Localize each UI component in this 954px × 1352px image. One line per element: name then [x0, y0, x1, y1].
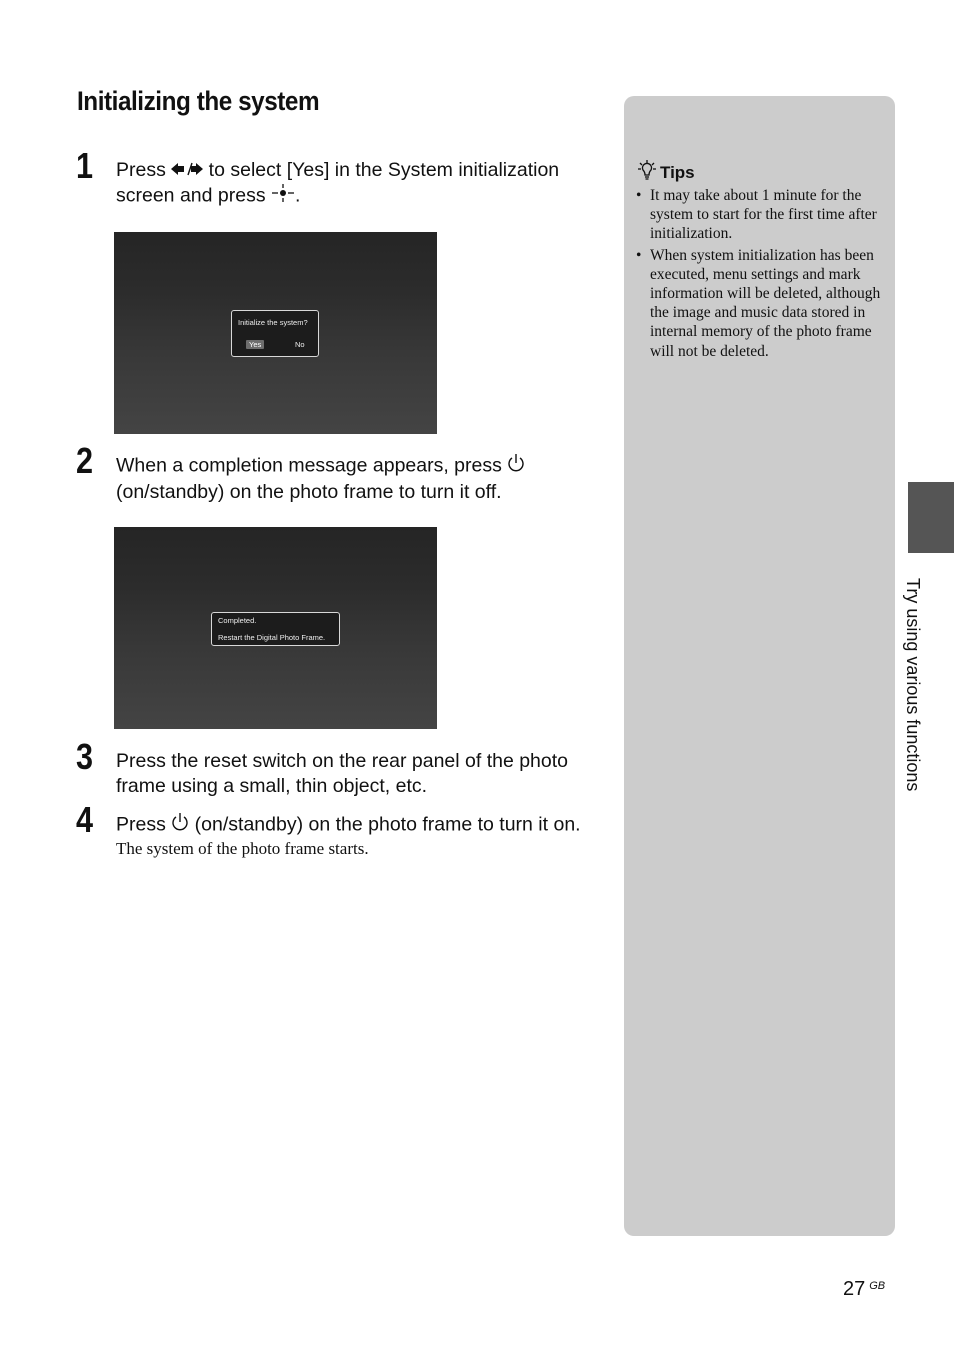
step-number-1: 1: [76, 145, 94, 186]
step-1-text-a: Press: [116, 159, 172, 181]
section-label: Try using various functions: [903, 578, 923, 792]
restart-text: Restart the Digital Photo Frame.: [218, 633, 326, 642]
step-4-result: The system of the photo frame starts.: [116, 839, 369, 858]
init-dialog: [231, 310, 319, 357]
power-icon: [171, 812, 189, 839]
no-option[interactable]: No: [295, 340, 305, 349]
completed-text: Completed.: [218, 616, 257, 625]
init-confirm-screen: [114, 232, 437, 434]
step-1-instruction: [116, 158, 608, 210]
init-question: Initialize the system?: [238, 318, 308, 327]
tip-item: • It may take about 1 minute for the system to start for the first time after initialization.: [636, 186, 882, 244]
step-4-instruction: [116, 812, 608, 839]
completion-dialog: [211, 612, 340, 646]
step-1-text-b: to select [Yes] in the System initialization screen and press: [116, 159, 560, 207]
yes-option[interactable]: Yes: [246, 340, 264, 349]
step-2-instruction: [116, 453, 608, 505]
page-title: Initializing the system: [77, 86, 320, 116]
page-number-value: 27: [843, 1278, 866, 1300]
lightbulb-icon: [638, 160, 656, 185]
step-4-text-a: Press: [116, 813, 172, 836]
step-1-text-c: .: [295, 185, 301, 207]
tip-item: • When system initialization has been executed, menu settings and mark information will be deleted, although the image and music data stored in internal memory of the photo frame will not be deleted.: [636, 246, 882, 361]
page-region-code: GB: [869, 1280, 886, 1292]
step-4-text-b: (on/standby) on the photo frame to turn it on.: [189, 813, 581, 836]
step-number-3: 3: [76, 736, 94, 777]
left-right-arrow-icon: [171, 158, 203, 183]
step-number-4: 4: [76, 799, 94, 840]
enter-icon: [271, 183, 295, 210]
step-2-text-b: (on/standby) on the photo frame to turn it off.: [116, 481, 502, 503]
tips-title: Tips: [660, 162, 695, 182]
section-tab: [908, 482, 954, 553]
page-number: [843, 1278, 885, 1301]
power-icon: [507, 453, 525, 480]
tips-list: [636, 186, 882, 363]
tips-heading: [638, 160, 695, 185]
step-number-2: 2: [76, 440, 94, 481]
step-3-instruction: Press the reset switch on the rear panel of the photo frame using a small, thin object, etc.: [116, 750, 569, 797]
completion-screen: [114, 527, 437, 729]
step-2-text-a: When a completion message appears, press: [116, 454, 508, 477]
